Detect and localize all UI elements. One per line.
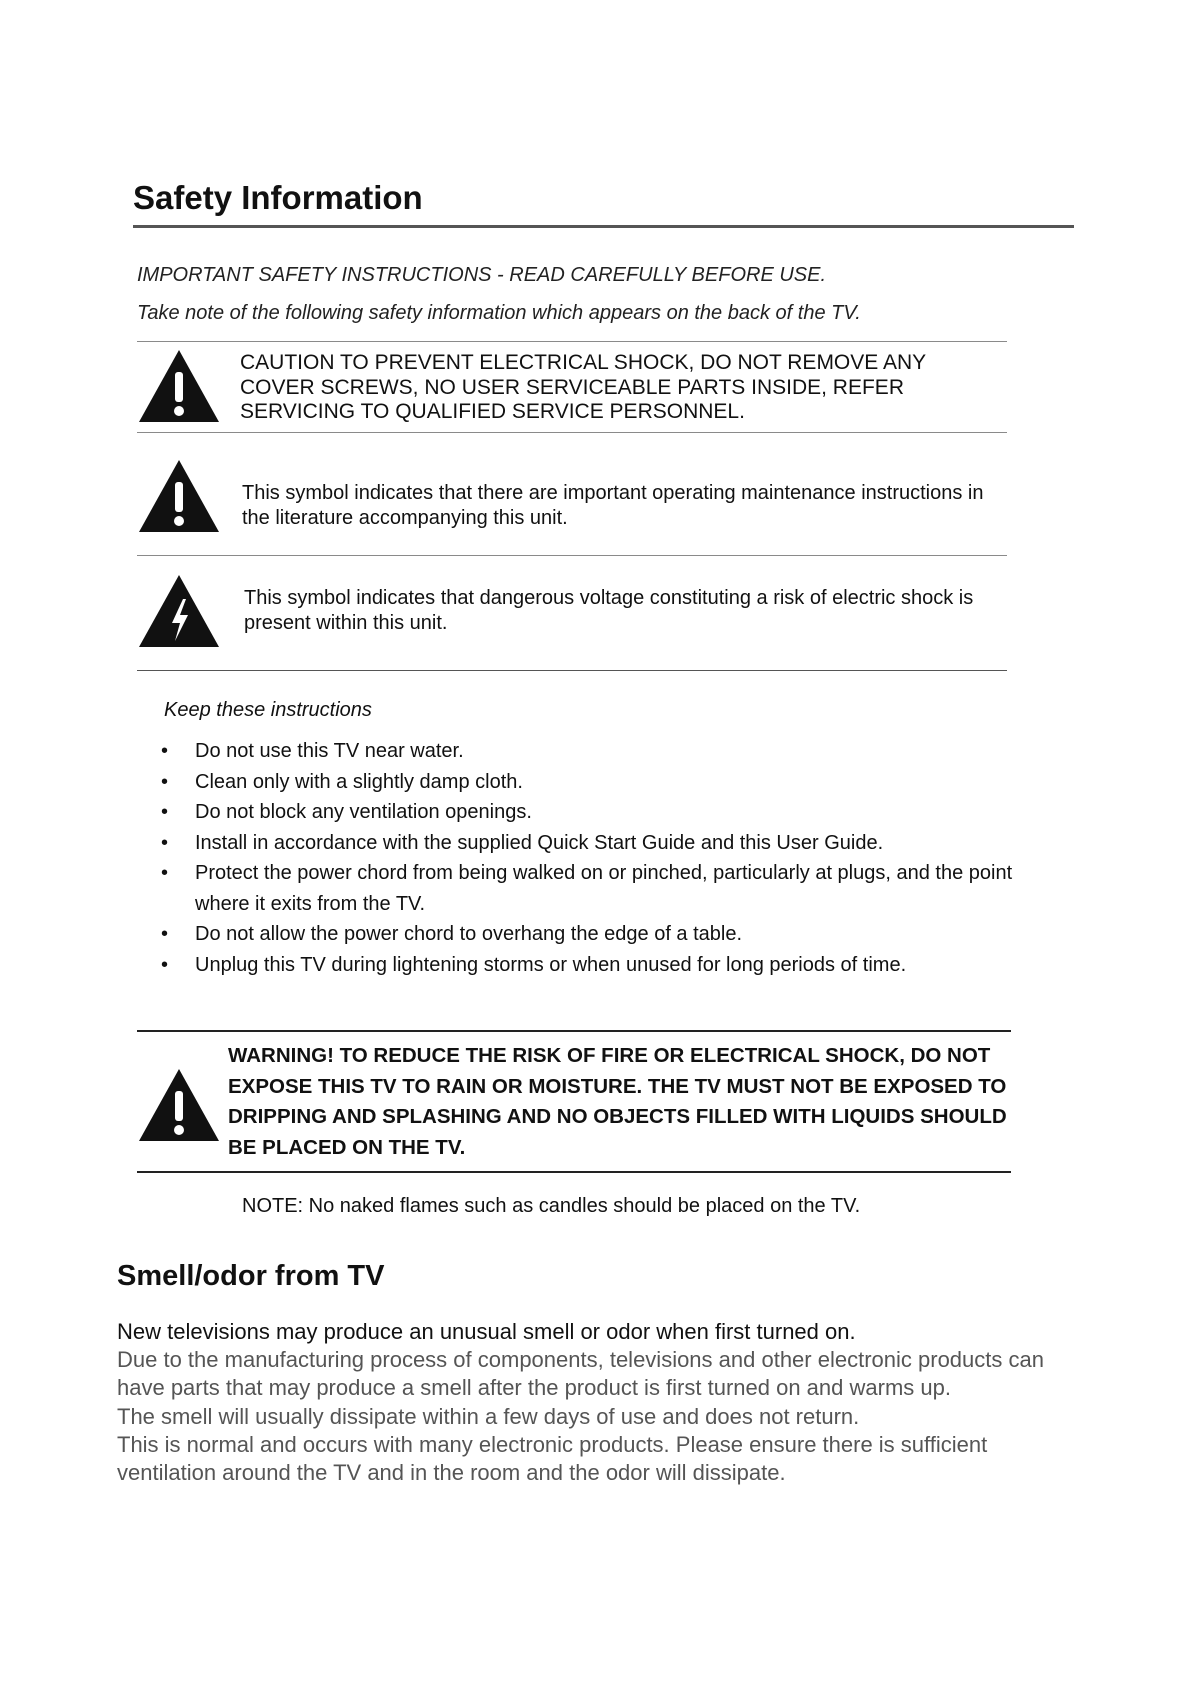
bullet: •: [161, 740, 169, 762]
divider: [137, 555, 1007, 556]
list-item: • Do not block any ventilation openings.: [161, 797, 1021, 828]
keep-instructions-heading: Keep these instructions: [164, 699, 372, 721]
symbol-description: This symbol indicates that there are important operating maintenance instructions in the literature accompanying this unit.: [242, 482, 984, 529]
exclamation-warning-icon: [137, 348, 221, 424]
divider: [137, 670, 1007, 671]
intro-important: IMPORTANT SAFETY INSTRUCTIONS - READ CAREFULLY BEFORE USE.: [137, 264, 827, 286]
note-text: NOTE: No naked flames such as candles should be placed on the TV.: [242, 1195, 861, 1217]
exclamation-warning-icon: [137, 458, 221, 534]
list-item: • Unplug this TV during lightening storms or when unused for long periods of time.: [161, 950, 1021, 981]
smell-line: New televisions may produce an unusual smell or odor when first turned on.: [117, 1319, 856, 1344]
instructions-list: [161, 736, 1021, 980]
caution-text: CAUTION TO PREVENT ELECTRICAL SHOCK, DO NOT REMOVE ANY COVER SCREWS, NO USER SERVICEABLE PARTS INSIDE, REFER SERVICING TO QUALIFIED SERVICE PERSONNEL.: [240, 351, 926, 423]
list-item: • Install in accordance with the supplied Quick Start Guide and this User Guide.: [161, 828, 1021, 859]
smell-paragraph: [117, 1318, 1077, 1487]
bullet: •: [161, 862, 169, 884]
exclamation-warning-icon: [137, 1067, 221, 1143]
list-item: • Protect the power chord from being walked on or pinched, particularly at plugs, and the point where it exits from the TV.: [161, 858, 1021, 919]
symbol-description: This symbol indicates that dangerous voltage constituting a risk of electric shock is present within this unit.: [244, 587, 974, 634]
divider: [137, 1030, 1011, 1032]
smell-line: Due to the manufacturing process of components, televisions and other electronic products can have parts that may produce a smell after the product is first turned on and warms up.: [117, 1347, 1044, 1401]
warning-text: WARNING! TO REDUCE THE RISK OF FIRE OR ELECTRICAL SHOCK, DO NOT EXPOSE THIS TV TO RAIN OR MOISTURE. THE TV MUST NOT BE EXPOSED TO DRIPPING AND SPLASHING AND NO OBJECTS FILLED WITH LIQUIDS SHOULD BE PLACED ON THE TV.: [228, 1044, 1007, 1159]
bullet: •: [161, 801, 169, 823]
smell-line: This is normal and occurs with many electronic products. Please ensure there is sufficient ventilation around the TV and in the room and the odor will dissipate.: [117, 1431, 988, 1486]
divider: [137, 1171, 1011, 1173]
bullet: •: [161, 831, 169, 854]
intro-take-note: Take note of the following safety information which appears on the back of the TV.: [137, 302, 861, 324]
divider: [137, 432, 1007, 433]
smell-line: The smell will usually dissipate within a few days of use and does not return.: [117, 1403, 860, 1429]
page-title: Safety Information: [133, 179, 423, 216]
smell-heading: Smell/odor from TV: [117, 1260, 385, 1292]
bullet: •: [161, 770, 169, 793]
bullet: •: [161, 953, 169, 976]
divider: [137, 341, 1007, 342]
bullet: •: [161, 923, 169, 945]
list-item: • Do not use this TV near water.: [161, 736, 1021, 767]
list-item: • Do not allow the power chord to overhang the edge of a table.: [161, 919, 1021, 950]
list-item: • Clean only with a slightly damp cloth.: [161, 767, 1021, 798]
lightning-warning-icon: [137, 573, 221, 649]
title-divider: [133, 225, 1074, 228]
